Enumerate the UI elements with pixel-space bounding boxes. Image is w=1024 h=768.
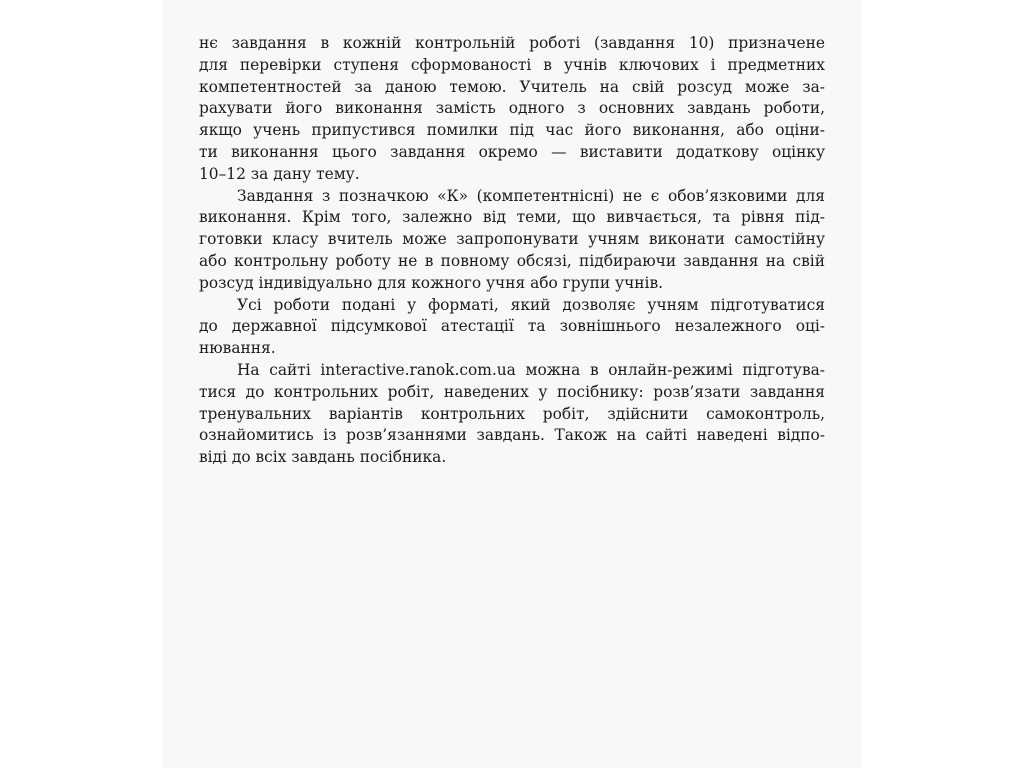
- text-line: тися до контрольних робіт, наведених у посібнику: розв’язати завдання: [199, 382, 825, 401]
- text-line: нє завдання в кожній контрольній роботі (завдання 10) призначене: [199, 34, 825, 52]
- paragraph-1: [199, 33, 825, 186]
- text-line: тренувальних варіантів контрольних робіт, здійснити самоконтроль,: [199, 404, 825, 423]
- body-text: [199, 33, 825, 469]
- paragraph-2: [199, 186, 825, 295]
- text-line: віді до всіх завдань посібника.: [199, 448, 447, 467]
- text-line: розсуд індивідуально для кожного учня або групи учнів.: [199, 273, 664, 292]
- paragraph-4: [199, 360, 825, 469]
- text-line: рахувати його виконання замість одного з основних завдань роботи,: [199, 99, 825, 118]
- document-page: [162, 0, 862, 768]
- text-line: якщо учень припустився помилки під час його виконання, або оціни-: [199, 121, 825, 140]
- text-line: ознайомитись із розв’язаннями завдань. Також на сайті наведені відпо-: [199, 426, 825, 445]
- paragraph-3: [199, 295, 825, 360]
- text-line: готовки класу вчитель може запропонувати учням виконати самостійну: [199, 230, 825, 249]
- text-line: до державної підсумкової атестації та зовнішнього незалежного оці-: [199, 317, 825, 336]
- text-line: ти виконання цього завдання окремо — виставити додаткову оцінку: [199, 142, 825, 161]
- text-line: нювання.: [199, 339, 276, 358]
- text-line: Завдання з позначкою «К» (компетентнісні) не є обов’язковими для: [237, 186, 825, 205]
- text-line: Усі роботи подані у форматі, який дозволяє учням підготуватися: [237, 295, 825, 314]
- text-line: виконання. Крім того, залежно від теми, що вивчається, та рівня під-: [199, 208, 825, 227]
- text-line: або контрольну роботу не в повному обсязі, підбираючи завдання на свій: [199, 251, 825, 270]
- text-line: компетентностей за даною темою. Учитель на свій розсуд може за-: [199, 77, 825, 96]
- text-line: для перевірки ступеня сформованості в учнів ключових і предметних: [199, 55, 825, 74]
- text-line: На сайті interactive.ranok.com.ua можна в онлайн-режимі підготува-: [237, 360, 825, 379]
- text-line: 10–12 за дану тему.: [199, 164, 360, 183]
